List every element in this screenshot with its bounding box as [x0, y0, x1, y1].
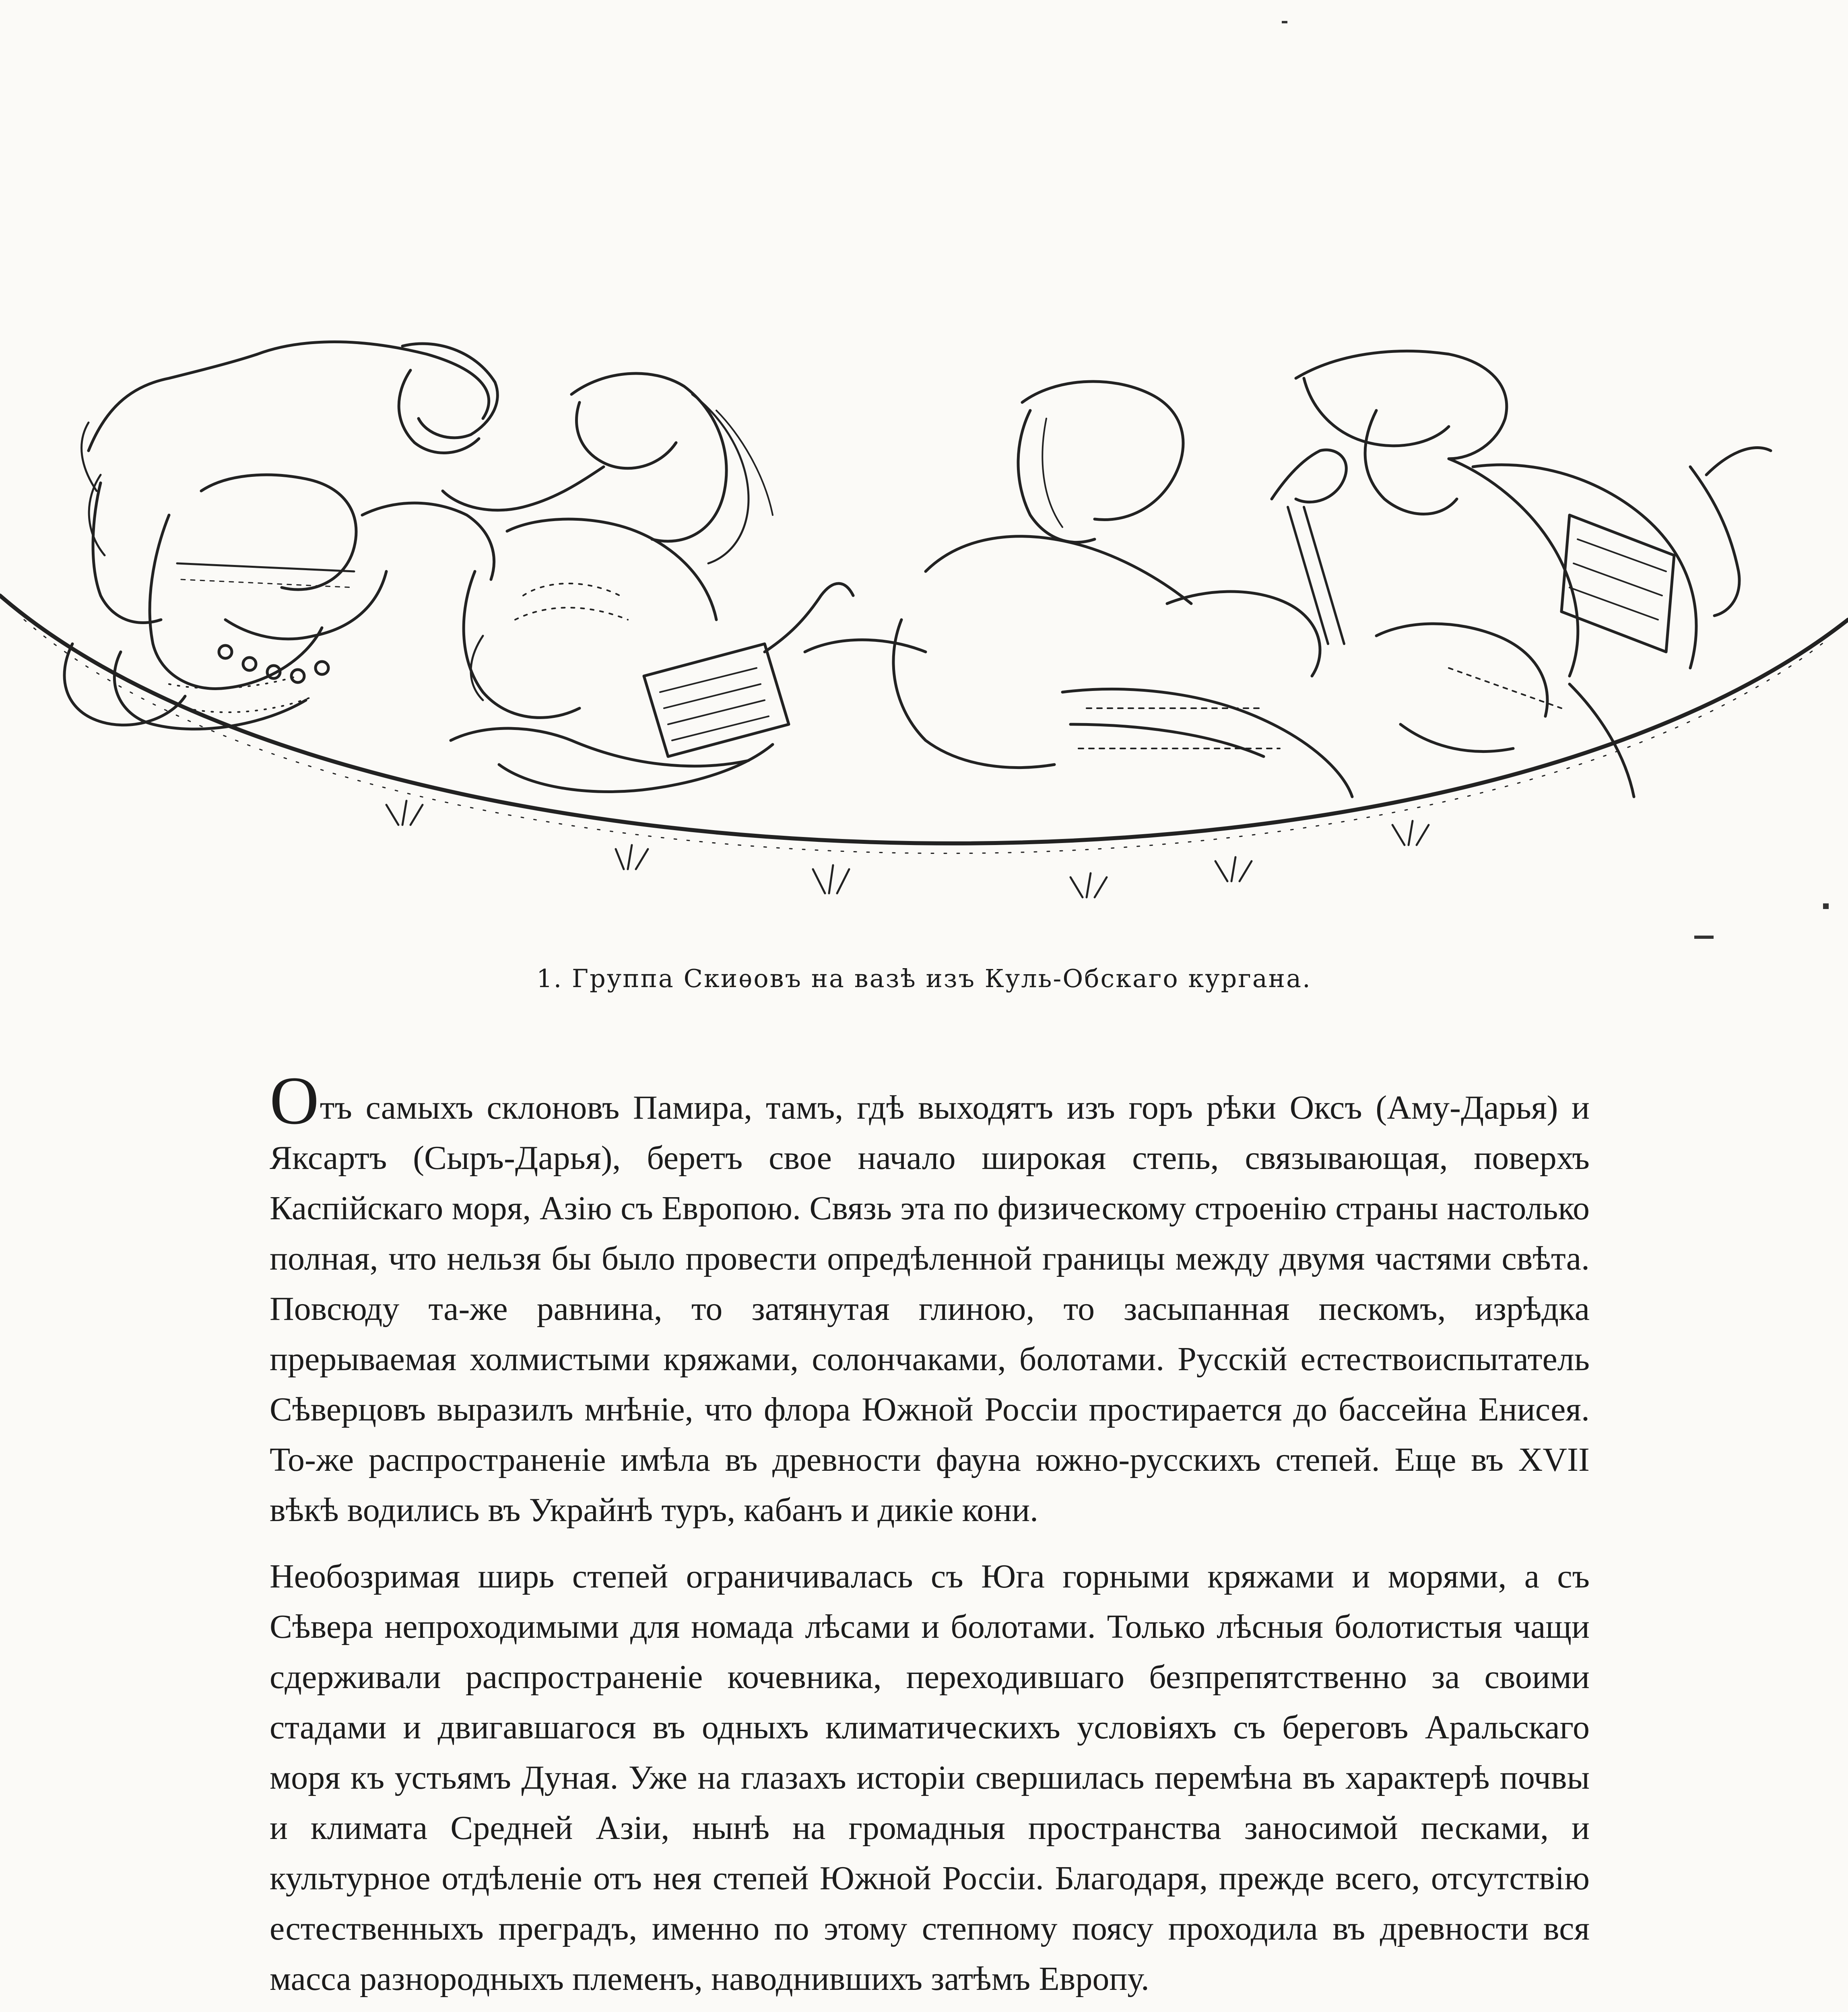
scan-speck — [1282, 21, 1287, 23]
vase-rim-curve — [0, 596, 1848, 843]
scythians-vase-illustration — [0, 290, 1848, 958]
dropcap-letter: О — [270, 1063, 319, 1138]
figure-caption: 1. Группа Скиѳовъ на вазѣ изъ Куль-Обскаго кургана. — [536, 964, 1312, 993]
grass-tufts — [386, 801, 1429, 897]
body-text — [270, 1063, 1590, 2012]
paragraph-2 — [270, 1551, 1590, 2004]
figure-pointed-cap — [1296, 351, 1771, 797]
paragraph-1 — [270, 1063, 1590, 1535]
scan-speck — [1694, 936, 1714, 939]
paragraph-text: тъ самыхъ склоновъ Памира, тамъ, гдѣ выходятъ изъ горъ рѣки Оксъ (Аму-Дарья) и Яксартъ (Сыръ-Дарья), беретъ свое начало широкая степь, связывающая, поверхъ Каспійскаго моря, Азію съ Европою. Связь эта по физическому строенію страны настолько полная, что нельзя бы было провести опредѣленной границы между двумя частями свѣта. Повсюду та-же равнина, то затянутая глиною, то засыпанная пескомъ, изрѣдка прерываемая холмистыми кряжами, солончаками, болотами. Русскій естествоиспытатель Сѣверцовъ выразилъ мнѣніе, что флора Южной Россіи простирается до бассейна Енисея. То-же распространеніе имѣла въ древности фауна южно-русскихъ степей. Еще въ XVII вѣкѣ водились въ Украйнѣ туръ, кабанъ и дикіе кони. — [270, 1089, 1590, 1529]
figure-left-kneeling — [64, 342, 497, 729]
paragraph-text: Необозримая ширь степей ограничивалась съ Юга горными кряжами и морями, а съ Сѣвера непроходимыми для номада лѣсами и болотами. Только лѣсныя болотистыя чащи сдерживали распространеніе кочевника, переходившаго безпрепятственно за своими стадами и двигавшагося въ одныхъ климатическихъ условіяхъ съ береговъ Аральскаго моря къ устьямъ Дуная. Уже на глазахъ исторіи свершилась перемѣна въ характерѣ почвы и климата Средней Азіи, нынѣ на громадныя пространства заносимой песками, и культурное отдѣленіе отъ нея степей Южной Россіи. Благодаря, прежде всего, отсутствію естественныхъ преградъ, именно по этому степному поясу проходила въ древности вся масса разнородныхъ племенъ, наводнившихъ затѣмъ Европу. — [270, 1558, 1590, 1998]
figure-binding-leg — [805, 381, 1352, 797]
scan-speck — [1823, 903, 1829, 909]
figure-seated-examined — [443, 373, 853, 792]
